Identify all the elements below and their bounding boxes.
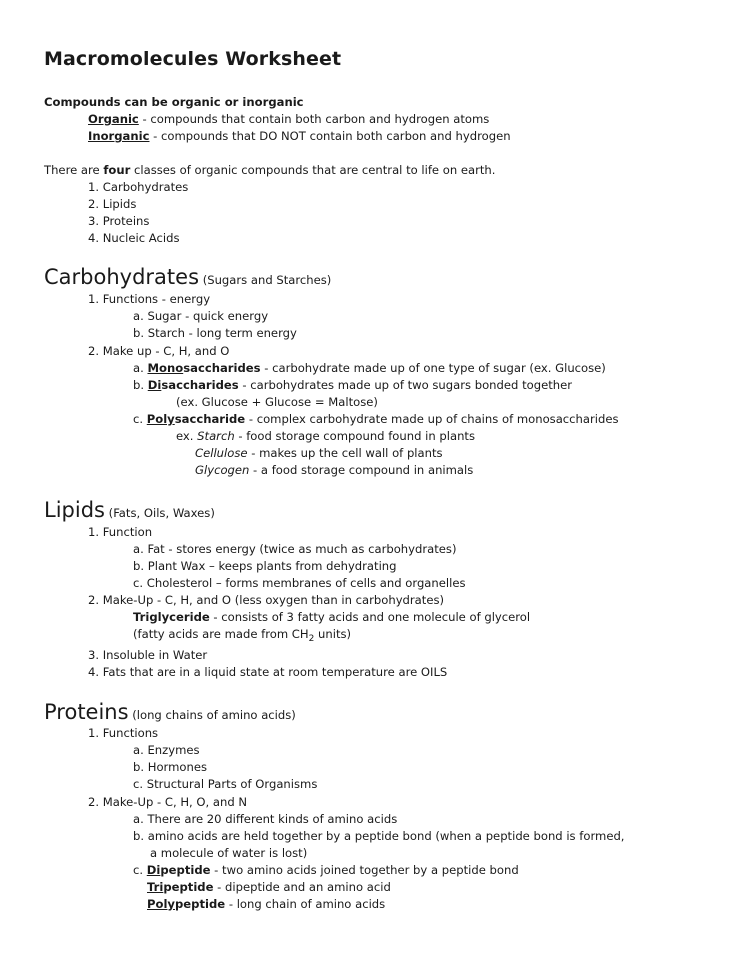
- list-item: 2. Lipids: [88, 197, 137, 211]
- organic-definition: - compounds that contain both carbon and hydrogen atoms: [138, 112, 490, 126]
- protein-function-a: a. Enzymes: [133, 743, 200, 757]
- lipid-function-c: c. Cholesterol – forms membranes of cells and organelles: [133, 576, 466, 590]
- lipid-oils: 4. Fats that are in a liquid state at room temperature are OILS: [88, 665, 448, 679]
- polysaccharide-line: c. Polysaccharide - complex carbohydrate made up of chains of monosaccharides: [133, 412, 619, 426]
- lipid-function-b: b. Plant Wax – keeps plants from dehydrating: [133, 559, 397, 573]
- list-item: 4. Nucleic Acids: [88, 231, 180, 245]
- protein-function-c: c. Structural Parts of Organisms: [133, 777, 318, 791]
- lipid-makeup: 2. Make-Up - C, H, and O (less oxygen than in carbohydrates): [88, 593, 445, 607]
- intro-heading: Compounds can be organic or inorganic: [44, 95, 304, 109]
- carbohydrates-heading: Carbohydrates (Sugars and Starches): [44, 265, 332, 289]
- lipid-insoluble: 3. Insoluble in Water: [88, 648, 208, 662]
- glycogen-example: Glycogen - a food storage compound in animals: [195, 463, 474, 477]
- inorganic-definition: - compounds that DO NOT contain both carbon and hydrogen: [149, 129, 511, 143]
- lipid-function-a: a. Fat - stores energy (twice as much as carbohydrates): [133, 542, 457, 556]
- carb-function-a: a. Sugar - quick energy: [133, 309, 269, 323]
- protein-makeup-a: a. There are 20 different kinds of amino acids: [133, 812, 398, 826]
- protein-function-b: b. Hormones: [133, 760, 208, 774]
- dipeptide-line: c. Dipeptide - two amino acids joined together by a peptide bond: [133, 863, 519, 877]
- list-item: 1. Carbohydrates: [88, 180, 189, 194]
- inorganic-line: [88, 129, 511, 143]
- fatty-acids-line: (fatty acids are made from $CH_2$ units): [133, 627, 352, 644]
- organic-line: [88, 112, 489, 126]
- organic-term: Organic: [88, 112, 139, 126]
- inorganic-term: Inorganic: [88, 129, 150, 143]
- lipid-function: 1. Function: [88, 525, 153, 539]
- protein-makeup-b-cont: a molecule of water is lost): [150, 846, 308, 860]
- tripeptide-line: Tripeptide - dipeptide and an amino acid: [147, 880, 391, 894]
- carb-makeup: 2. Make up - C, H, and O: [88, 344, 230, 358]
- cellulose-example: Cellulose - makes up the cell wall of plants: [195, 446, 443, 460]
- list-item: 3. Proteins: [88, 214, 150, 228]
- protein-makeup-b: b. amino acids are held together by a peptide bond (when a peptide bond is formed,: [133, 829, 625, 843]
- page-title: Macromolecules Worksheet: [44, 48, 342, 70]
- protein-makeup: 2. Make-Up - C, H, O, and N: [88, 795, 248, 809]
- disaccharides-line: b. Disaccharides - carbohydrates made up of two sugars bonded together: [133, 378, 572, 392]
- starch-example: ex. Starch - food storage compound found in plants: [176, 429, 476, 443]
- disaccharides-example: (ex. Glucose + Glucose = Maltose): [176, 395, 378, 409]
- proteins-heading: Proteins (long chains of amino acids): [44, 700, 296, 724]
- lipids-heading: Lipids (Fats, Oils, Waxes): [44, 498, 215, 522]
- carb-function: 1. Functions - energy: [88, 292, 211, 306]
- monosaccharides-line: a. Monosaccharides - carbohydrate made up of one type of sugar (ex. Glucose): [133, 361, 606, 375]
- polypeptide-line: Polypeptide - long chain of amino acids: [147, 897, 386, 911]
- classes-sentence: There are four classes of organic compounds that are central to life on earth.: [44, 163, 496, 177]
- protein-function: 1. Functions: [88, 726, 159, 740]
- carb-function-b: b. Starch - long term energy: [133, 326, 297, 340]
- triglyceride-line: Triglyceride - consists of 3 fatty acids and one molecule of glycerol: [133, 610, 531, 624]
